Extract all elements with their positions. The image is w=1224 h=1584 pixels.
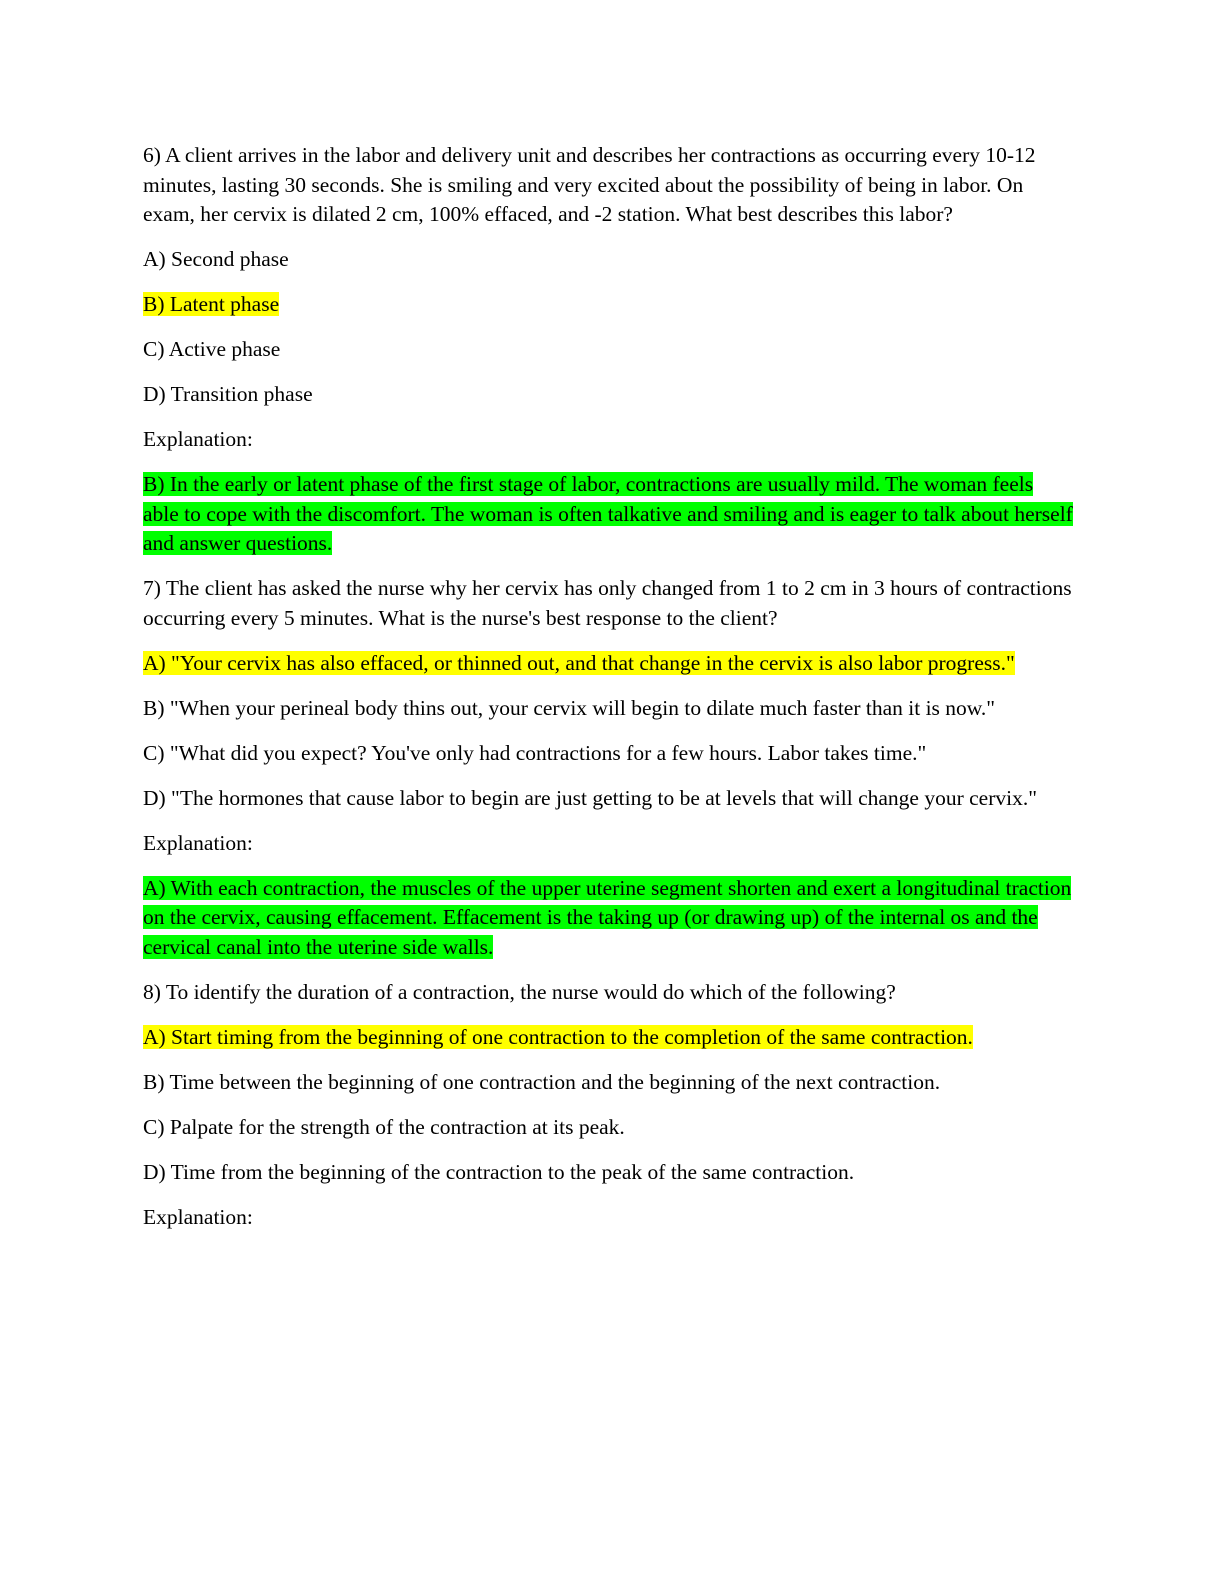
q7-correct-answer-highlight: A) "Your cervix has also effaced, or thinned out, and that change in the cervix is also labor progress." bbox=[143, 650, 1015, 675]
q6-option-d-text: D) Transition phase bbox=[143, 382, 313, 407]
q6-option-c bbox=[143, 335, 1073, 365]
q6-option-a bbox=[143, 245, 1073, 275]
q6-option-a-text: A) Second phase bbox=[143, 247, 289, 272]
question-7: 7) The client has asked the nurse why her cervix has only changed from 1 to 2 cm in 3 hours of contractions occurring every 5 minutes. What is the nurse's best response to the client? bbox=[143, 576, 1072, 630]
question-8: 8) To identify the duration of a contraction, the nurse would do which of the following? bbox=[143, 979, 896, 1004]
q7-option-c bbox=[143, 739, 1073, 769]
q7-explanation-label: Explanation: bbox=[143, 830, 253, 855]
q7-option-d bbox=[143, 784, 1073, 814]
q6-explanation-label: Explanation: bbox=[143, 427, 253, 452]
q7-option-b-text: B) "When your perineal body thins out, your cervix will begin to dilate much faster than it is now." bbox=[143, 695, 996, 720]
q6-option-d bbox=[143, 380, 1073, 410]
document-page bbox=[143, 141, 1073, 1248]
q7-explanation bbox=[143, 874, 1073, 963]
q6-option-b bbox=[143, 290, 1073, 320]
q7-option-c-text: C) "What did you expect? You've only had contractions for a few hours. Labor takes time." bbox=[143, 740, 927, 765]
q8-option-d bbox=[143, 1158, 1073, 1188]
q7-explanation-highlight: A) With each contraction, the muscles of the upper uterine segment shorten and exert a longitudinal traction on the cervix, causing effacement. Effacement is the taking up (or drawing up) of the internal os and the cervical canal into the uterine side walls. bbox=[143, 875, 1072, 959]
q8-option-b-text: B) Time between the beginning of one contraction and the beginning of the next contraction. bbox=[143, 1069, 941, 1094]
q8-option-d-text: D) Time from the beginning of the contraction to the peak of the same contraction. bbox=[143, 1159, 855, 1184]
q8-correct-answer-highlight: A) Start timing from the beginning of one contraction to the completion of the same contraction. bbox=[143, 1024, 973, 1049]
q8-option-a bbox=[143, 1023, 1073, 1053]
q8-option-c bbox=[143, 1113, 1073, 1143]
q6-correct-answer-highlight: B) Latent phase bbox=[143, 292, 280, 317]
q7-option-a bbox=[143, 649, 1073, 679]
q6-explanation bbox=[143, 470, 1073, 559]
q7-option-d-text: D) "The hormones that cause labor to begin are just getting to be at levels that will change your cervix." bbox=[143, 785, 1038, 810]
q8-explanation-label: Explanation: bbox=[143, 1204, 253, 1229]
q6-explanation-highlight: B) In the early or latent phase of the first stage of labor, contractions are usually mild. The woman feels able to cope with the discomfort. The woman is often talkative and smiling and is eager to talk about herself and answer questions. bbox=[143, 472, 1073, 556]
question-6: 6) A client arrives in the labor and delivery unit and describes her contractions as occurring every 10-12 minutes, lasting 30 seconds. She is smiling and very excited about the possibility of being in labor. On exam, her cervix is dilated 2 cm, 100% effaced, and -2 station. What best describes this labor? bbox=[143, 143, 1036, 227]
q8-option-b bbox=[143, 1068, 1073, 1098]
q7-option-b bbox=[143, 694, 1073, 724]
q8-option-c-text: C) Palpate for the strength of the contraction at its peak. bbox=[143, 1114, 625, 1139]
q6-option-c-text: C) Active phase bbox=[143, 337, 281, 362]
